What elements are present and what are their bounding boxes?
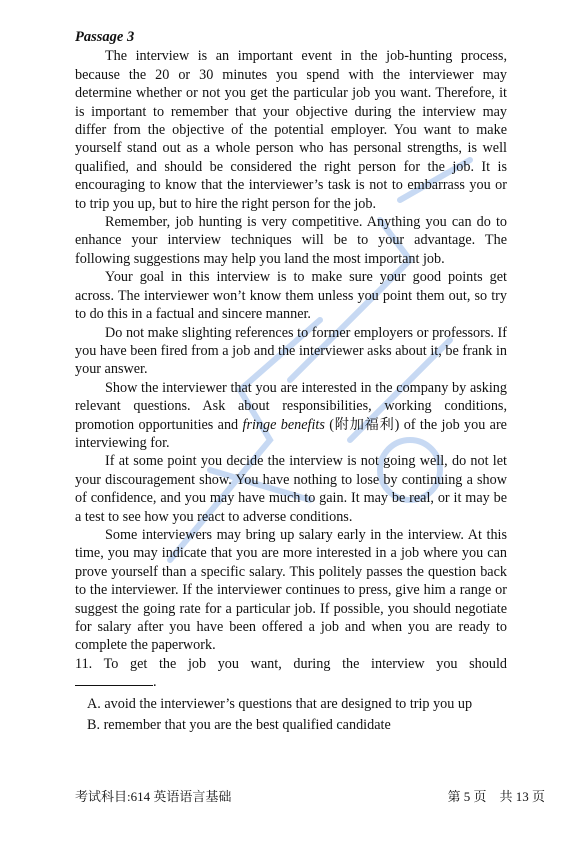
paragraph: Remember, job hunting is very competitive. Anything you can do to enhance your interview techniques will be to your advantage. The following suggestions may help you land the most important job. xyxy=(75,214,507,267)
paragraph-text: (附加福利) of the job you are interviewing for. xyxy=(75,416,507,451)
option-text: avoid the interviewer’s questions that are designed to trip you up xyxy=(104,695,473,712)
paragraph: Your goal in this interview is to make sure your good points get across. The interviewer won’t know them unless you point them out, so try to do this in a factual and sincere manner. xyxy=(75,269,507,323)
emphasis-term: fringe benefits xyxy=(242,416,325,433)
page-footer xyxy=(75,786,545,805)
option-text: remember that you are the best qualified candidate xyxy=(103,717,391,734)
paragraph: The interview is an important event in the job-hunting process, because the 20 or 30 minutes you spend with the interviewer may determine whether or not you get the particular job you want. Therefore, it is important to remember that your objective during the interview may differ from the objective of the potential employer. You want to make yourself stand out as a whole person who has personal strengths, is well qualified, and should be considered the right person for the job. It is encouraging to know that the interviewer’s task is not to embarrass you or to trip you up, but to hire the right person for the job. xyxy=(75,48,507,212)
paragraph: Do not make slighting references to former employers or professors. If you have been fired from a job and the interviewer asks about it, be frank in your answer. xyxy=(75,324,507,378)
question-number: 11. xyxy=(75,655,93,672)
blank-period: . xyxy=(153,674,157,691)
option-b xyxy=(75,716,507,734)
answer-options xyxy=(75,695,507,735)
option-letter: B. xyxy=(87,717,101,734)
paragraph-text: Show the interviewer that you are interested in the company by asking relevant questions. Ask about responsibilities, working conditions, promotion opportunities and xyxy=(75,379,507,433)
paragraph: Some interviewers may bring up salary early in the interview. At this time, you may indicate that you are more interested in a job where you can prove yourself than a specific salary. This politely passes the question back to the interviewer. If the interviewer continues to press, give him a range or suggest the going rate for a particular job. If possible, you should negotiate for salary after you have been offered a job and when you are ready to complete the paperwork. xyxy=(75,526,507,654)
blank-line xyxy=(75,673,153,686)
question-text: To get the job you want, during the interview you should xyxy=(103,655,507,672)
answer-blank xyxy=(75,673,507,691)
footer-subject: 考试科目:614 英语语言基础 xyxy=(75,789,232,804)
document-page xyxy=(75,28,507,734)
question-stem xyxy=(75,655,507,673)
option-a xyxy=(75,695,507,713)
paragraph: If at some point you decide the interview is not going well, do not let your discouragement show. You have nothing to lose by continuing a show of confidence, and you may have much to gain. It may be real, or it may be a test to see how you react to adverse conditions. xyxy=(75,453,507,525)
passage-heading: Passage 3 xyxy=(75,29,135,45)
footer-page-number: 第 5 页 共 13 页 xyxy=(447,789,545,804)
option-letter: A. xyxy=(87,695,101,712)
paragraph xyxy=(75,379,507,453)
